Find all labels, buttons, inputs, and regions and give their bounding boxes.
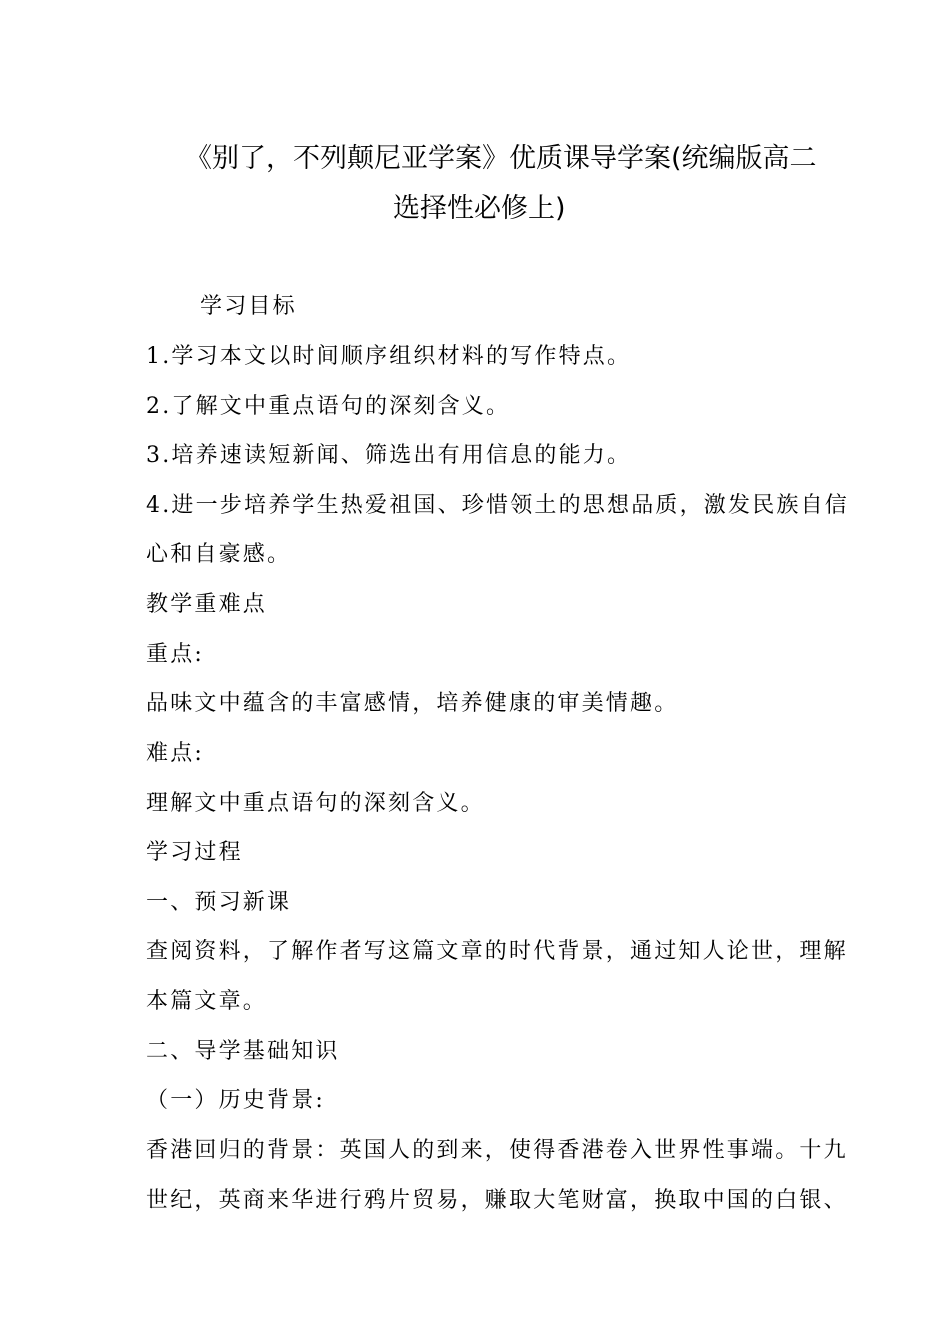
goal-item-2: 2.了解文中重点语句的深刻含义。 bbox=[146, 394, 511, 419]
preview-text: 查阅资料，了解作者写这篇文章的时代背景，通过知人论世，理解 bbox=[146, 939, 848, 964]
goal-item-3: 3.培养速读短新闻、筛选出有用信息的能力。 bbox=[146, 443, 632, 468]
document-title-line-2: 选择性必修上) bbox=[393, 193, 566, 224]
subsection-basic-knowledge: 二、导学基础知识 bbox=[146, 1039, 340, 1064]
subsection-history-background: （一）历史背景: bbox=[146, 1088, 326, 1113]
preview-text-continued: 本篇文章。 bbox=[146, 989, 268, 1014]
goal-item-4-continued: 心和自豪感。 bbox=[146, 542, 292, 567]
background-paragraph-line-1: 香港回归的背景：英国人的到来，使得香港卷入世界性事端。十九 bbox=[146, 1138, 848, 1163]
difficulty-label: 难点: bbox=[146, 741, 205, 766]
background-paragraph-line-2: 世纪，英商来华进行鸦片贸易，赚取大笔财富，换取中国的白银、 bbox=[146, 1188, 848, 1213]
key-point-label: 重点: bbox=[146, 642, 205, 667]
key-point-text: 品味文中蕴含的丰富感情，培养健康的审美情趣。 bbox=[146, 691, 679, 716]
section-heading-learning-goals: 学习目标 bbox=[200, 294, 297, 319]
section-heading-key-difficulties: 教学重难点 bbox=[146, 592, 268, 617]
difficulty-text: 理解文中重点语句的深刻含义。 bbox=[146, 791, 485, 816]
goal-item-4: 4.进一步培养学生热爱祖国、珍惜领土的思想品质，激发民族自信 bbox=[146, 493, 849, 518]
subsection-preview: 一、预习新课 bbox=[146, 890, 292, 915]
goal-item-1: 1.学习本文以时间顺序组织材料的写作特点。 bbox=[146, 344, 632, 369]
document-title-line-1: 《别了，不列颠尼亚学案》优质课导学案(统编版高二 bbox=[185, 143, 817, 174]
section-heading-learning-process: 学习过程 bbox=[146, 840, 243, 865]
